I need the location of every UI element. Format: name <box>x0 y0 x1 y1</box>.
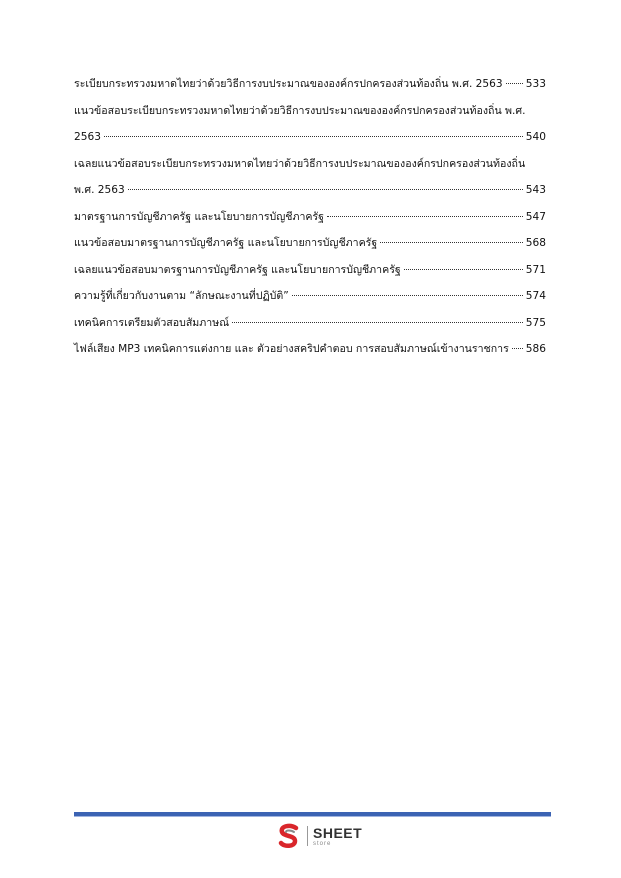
toc-entry-title: เทคนิคการเตรียมตัวสอบสัมภาษณ์ <box>74 316 230 329</box>
toc-entry-page: 540 <box>525 131 546 143</box>
toc-entry-page: 547 <box>525 210 546 223</box>
dot-leader <box>292 295 523 296</box>
toc-entry-page: 575 <box>525 316 546 329</box>
toc-entry-title-line1: แนวข้อสอบระเบียบกระทรวงมหาดไทยว่าด้วยวิธีการงบประมาณขององค์กรปกครองส่วนท้องถิ่น พ.ศ. <box>74 104 526 117</box>
toc-entry-page: 571 <box>525 263 546 276</box>
toc-entry[interactable] <box>74 283 546 310</box>
toc-entry-title: พ.ศ. 2563 <box>74 184 125 196</box>
logo-main-text: SHEET <box>313 824 363 841</box>
toc-entry[interactable] <box>74 71 546 98</box>
toc-entry-page: 586 <box>525 343 546 355</box>
dot-leader <box>327 216 523 217</box>
dot-leader <box>404 269 523 270</box>
toc-entry-title: แนวข้อสอบมาตรฐานการบัญชีภาครัฐ และนโยบายการบัญชีภาครัฐ <box>74 237 378 249</box>
toc-entry-page: 574 <box>525 290 546 302</box>
dot-leader <box>380 242 523 243</box>
logo-separator <box>307 826 308 846</box>
toc-entry-title: ระเบียบกระทรวงมหาดไทยว่าด้วยวิธีการงบประมาณขององค์กรปกครองส่วนท้องถิ่น พ.ศ. 2563 <box>74 78 503 90</box>
toc-entry-title: เฉลยแนวข้อสอบมาตรฐานการบัญชีภาครัฐ และนโยบายการบัญชีภาครัฐ <box>74 263 401 276</box>
dot-leader <box>232 322 523 323</box>
toc-entry-title: ไฟล์เสียง MP3 เทคนิคการแต่งกาย และ ตัวอย่างสคริปคำตอบ การสอบสัมภาษณ์เข้างานราชการ <box>74 343 509 355</box>
toc-entry[interactable] <box>74 310 546 337</box>
toc-entry-title: มาตรฐานการบัญชีภาครัฐ และนโยบายการบัญชีภาครัฐ <box>74 210 325 223</box>
logo-wordmark <box>313 826 362 847</box>
logo-sub-text: store <box>313 840 332 847</box>
sheet-store-logo <box>276 823 362 849</box>
toc-entry-page: 568 <box>525 237 546 249</box>
sheet-s-icon <box>276 823 302 849</box>
toc-entry[interactable] <box>74 257 546 284</box>
toc-entry-page: 543 <box>525 184 546 196</box>
toc-entry[interactable] <box>74 151 546 204</box>
toc-entry[interactable] <box>74 98 546 151</box>
toc-entry[interactable] <box>74 230 546 257</box>
dot-leader <box>104 136 523 137</box>
dot-leader <box>512 348 523 349</box>
toc-entry[interactable] <box>74 336 546 363</box>
dot-leader <box>506 83 523 84</box>
toc-entry[interactable] <box>74 204 546 231</box>
toc-entry-title: 2563 <box>74 131 101 143</box>
toc-entry-title: ความรู้ที่เกี่ยวกับงานตาม “ลักษณะงานที่ปฏิบัติ” <box>74 290 289 302</box>
toc-entry-title-line1: เฉลยแนวข้อสอบระเบียบกระทรวงมหาดไทยว่าด้วยวิธีการงบประมาณขององค์กรปกครองส่วนท้องถิ่น <box>74 157 526 170</box>
dot-leader <box>128 189 523 190</box>
table-of-contents <box>74 71 546 363</box>
footer-bar <box>74 812 551 817</box>
toc-entry-page: 533 <box>525 78 546 90</box>
